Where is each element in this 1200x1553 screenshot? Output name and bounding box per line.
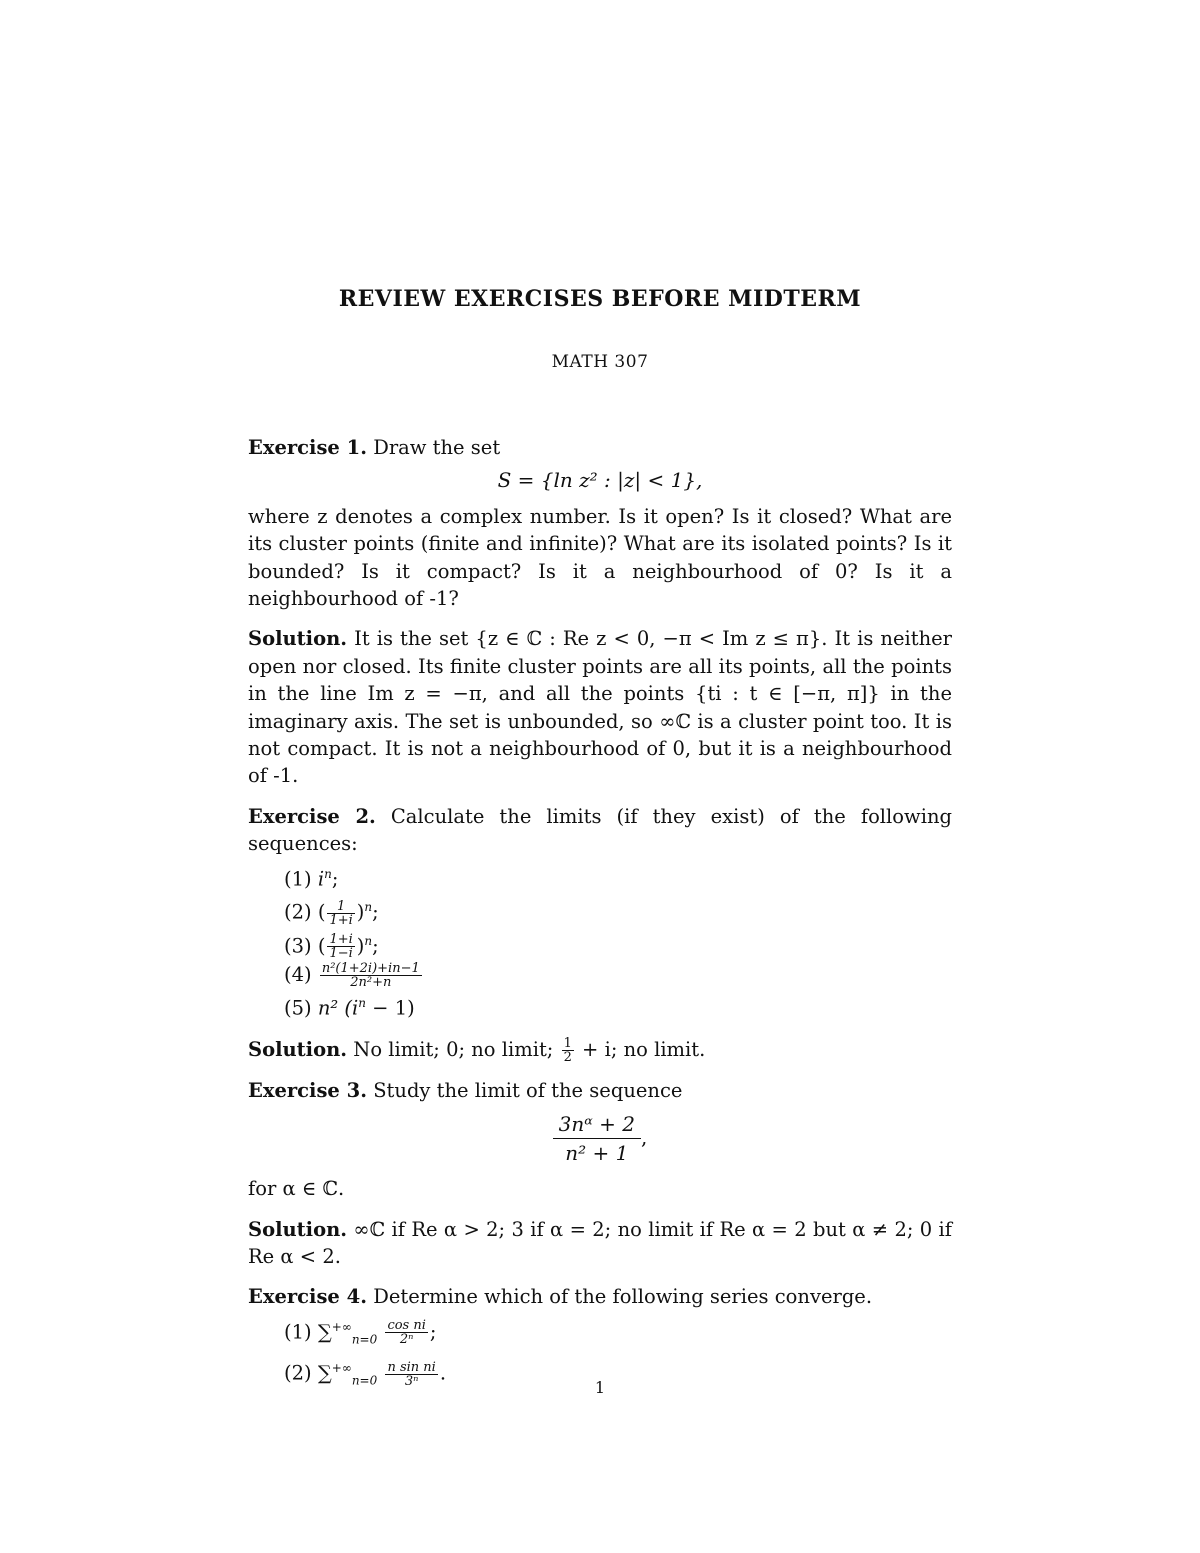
exercise-3-formula: [248, 1110, 952, 1167]
solution-1-text: It is the set {z ∈ ℂ : Re z < 0, −π < Im z ≤ π}. It is neither open nor closed. Its finite cluster points are all its points, all the points in the line Im z = −π, and all the points {ti : t ∈ [−π, π]} in the imaginary axis. The set is unbounded, so ∞ℂ is a cluster point too. It is not compact. It is not a neighbourhood of 0, but it is a neighbourhood of -1.: [248, 627, 953, 788]
list-item: [284, 960, 952, 989]
fraction-denominator: 2ⁿ: [399, 1332, 414, 1348]
sum-upper-limit: +∞: [331, 1361, 352, 1376]
fraction-denominator: 1+i: [329, 912, 353, 928]
item-fraction: [320, 962, 422, 989]
item-punct: ;: [331, 867, 339, 891]
item-exponent: n: [324, 866, 332, 881]
exercise-2-label: Exercise 2.: [248, 804, 376, 828]
sum-symbol: ∑: [317, 1320, 332, 1344]
item-base: i: [317, 867, 325, 891]
item-exponent: n: [364, 900, 373, 915]
fraction-numerator: 1: [327, 900, 354, 914]
solution-2-text-a: No limit; 0; no limit;: [353, 1037, 554, 1061]
solution-2-label: Solution.: [248, 1037, 348, 1061]
item-number: (2): [284, 1361, 312, 1385]
item-paren: (: [317, 934, 326, 958]
item-expression: n² (i: [317, 996, 359, 1020]
exercise-4-label: Exercise 4.: [248, 1285, 367, 1309]
item-paren: (: [317, 900, 326, 924]
exercise-3-after: for α ∈ ℂ.: [248, 1177, 345, 1201]
exercise-3-label: Exercise 3.: [248, 1078, 367, 1102]
item-number: (4): [284, 963, 312, 987]
item-fraction: [327, 900, 354, 927]
list-item: [284, 989, 952, 1023]
exercise-3-intro-text: Study the limit of the sequence: [373, 1078, 683, 1102]
exercise-3-intro: [248, 1077, 952, 1104]
fraction-denominator: 1−i: [329, 946, 353, 962]
item-fraction: [327, 933, 354, 960]
formula-punct: ,: [640, 1125, 648, 1150]
solution-2-text-b: + i; no limit.: [582, 1037, 706, 1061]
fraction-numerator: 1: [563, 1035, 572, 1051]
exercise-3-fraction: [553, 1110, 641, 1167]
item-number: (5): [284, 996, 312, 1020]
item-fraction: [385, 1319, 427, 1346]
item-number: (1): [284, 1320, 312, 1344]
fraction-denominator: n² + 1: [565, 1141, 629, 1166]
item-paren: ): [356, 900, 365, 924]
solution-3-text: ∞ℂ if Re α > 2; 3 if α = 2; no limit if Re α = 2 but α ≠ 2; 0 if Re α < 2.: [248, 1217, 952, 1268]
page-number: 1: [594, 1378, 606, 1397]
item-exponent: n: [358, 996, 366, 1011]
list-item: [284, 860, 952, 894]
exercise-2-intro-text: Calculate the limits (if they exist) of the following sequences:: [248, 804, 952, 856]
fraction-denominator: 2n²+n: [350, 975, 392, 991]
exercise-1-formula: S = {ln z² : |z| < 1},: [497, 468, 703, 493]
exercise-4-intro-text: Determine which of the following series converge.: [373, 1285, 873, 1309]
sum-symbol: ∑: [317, 1361, 332, 1385]
solution-2: [248, 1036, 952, 1064]
solution-1-label: Solution.: [248, 627, 348, 651]
item-paren: ): [356, 934, 365, 958]
item-number: (2): [284, 900, 312, 924]
solution-3-label: Solution.: [248, 1217, 348, 1241]
fraction-numerator: 1+i: [329, 932, 353, 948]
sum-lower-limit: n=0: [351, 1332, 378, 1347]
page-title: REVIEW EXERCISES BEFORE MIDTERM: [338, 286, 862, 312]
solution-3: [248, 1216, 952, 1271]
item-number: (3): [284, 934, 312, 958]
fraction-numerator: n sin ni: [387, 1359, 436, 1375]
fraction-numerator: 3nᵅ + 2: [553, 1110, 641, 1139]
item-punct: ;: [372, 900, 379, 924]
exercise-1-intro-text: Draw the set: [373, 436, 501, 459]
fraction-numerator: cos ni: [387, 1318, 426, 1334]
sum-lower-limit: n=0: [351, 1373, 378, 1388]
fraction-denominator: 2: [563, 1049, 572, 1065]
list-item: [284, 1313, 952, 1354]
solution-1: [248, 625, 952, 789]
list-item: [284, 927, 952, 961]
solution-2-fraction: [562, 1037, 574, 1064]
item-punct: .: [439, 1361, 447, 1385]
exercise-1-body: where z denotes a complex number. Is it open? Is it closed? What are its cluster points (finite and infinite)? What are its isolated points? Is it bounded? Is it compact? Is it a neighbourhood of 0? Is it a neighbourhood of -1?: [248, 504, 952, 611]
fraction-denominator: 3ⁿ: [404, 1373, 419, 1389]
document-body: [248, 434, 952, 1396]
item-punct: − 1): [365, 996, 415, 1020]
course-subtitle: MATH 307: [551, 352, 649, 372]
exercise-4-intro: [248, 1283, 952, 1310]
item-punct: ;: [429, 1320, 437, 1344]
item-number: (1): [284, 867, 312, 891]
exercise-2-list: [248, 860, 952, 1023]
sum-upper-limit: +∞: [331, 1319, 352, 1334]
exercise-1-intro: [248, 434, 952, 461]
exercise-2-intro: [248, 803, 952, 858]
item-exponent: n: [364, 933, 373, 948]
list-item: [284, 893, 952, 927]
item-punct: ;: [372, 934, 379, 958]
exercise-1-label: Exercise 1.: [248, 436, 367, 459]
fraction-numerator: n²(1+2i)+in−1: [321, 961, 420, 977]
